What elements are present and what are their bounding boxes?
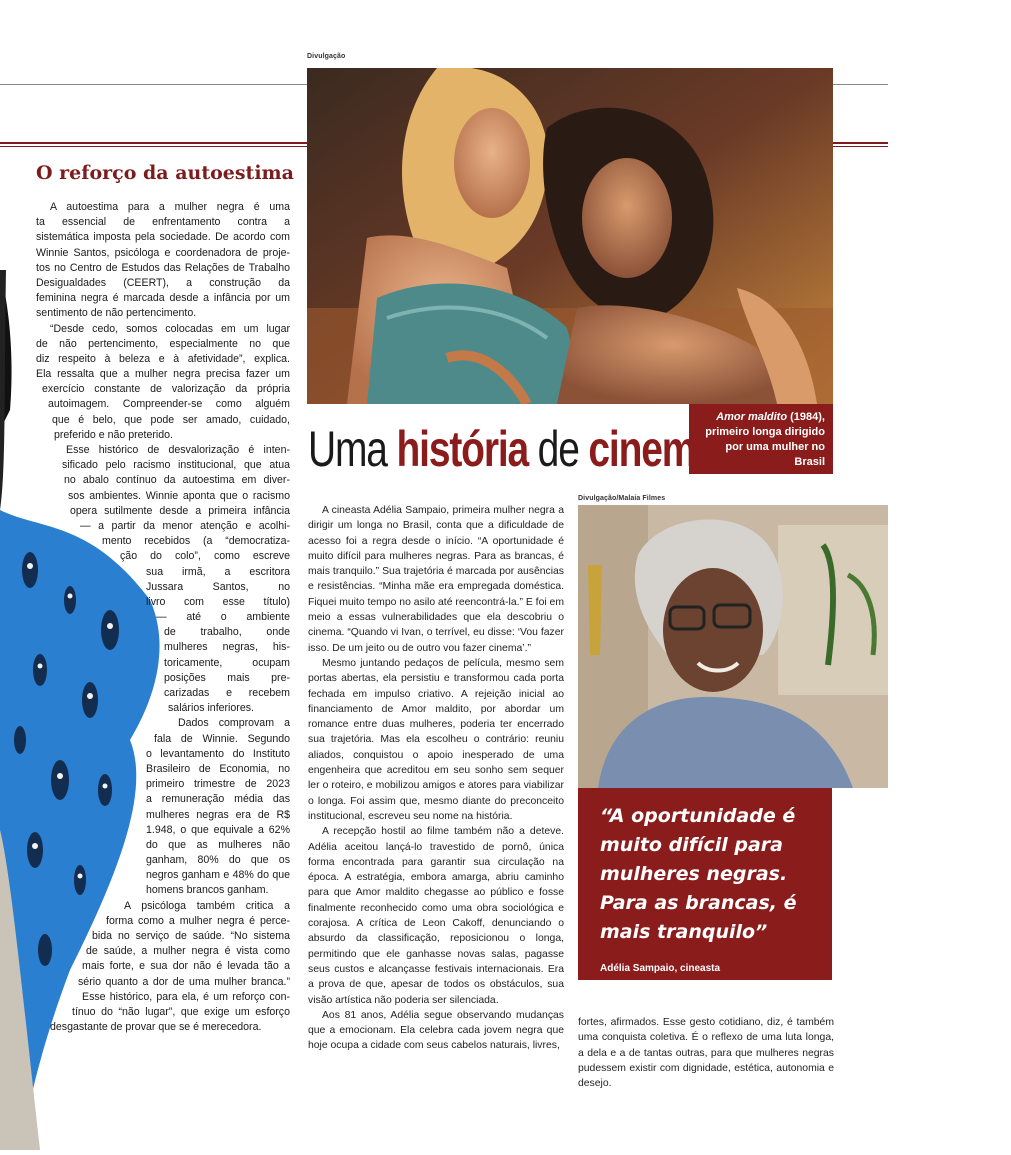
left-article-line: mulheres negras, his- xyxy=(164,641,290,654)
pull-quote-box xyxy=(578,788,832,980)
left-article-line: Ela ressalta que a mulher negra precisa fazer um xyxy=(36,368,290,381)
left-article-line: Winnie Santos, psicóloga e coordenadora de proje- xyxy=(36,246,290,259)
left-article-line: — até o ambiente xyxy=(156,611,290,624)
left-article-line: sos ambientes. Winnie aponta que o racismo xyxy=(68,489,290,502)
left-article-line: ganham, 80% do que os xyxy=(146,854,290,867)
left-article-line: sério quanto a dor de uma mulher branca.” xyxy=(78,975,290,988)
left-article-line: que é belo, que pode ser amado, cuidado, xyxy=(52,413,290,426)
headline-part-2: história xyxy=(396,421,529,477)
left-article-line: livro com esse título) xyxy=(146,595,290,608)
left-article-line: exercício constante de valorização da própria xyxy=(42,383,290,396)
left-article-line: de saúde, a mulher negra é vista como xyxy=(86,945,290,958)
left-article-line: negros ganham e 48% do que xyxy=(146,869,290,882)
portrait-photo xyxy=(578,505,888,788)
left-article-line: bida no serviço de saúde. “No sistema xyxy=(92,930,290,943)
middle-paragraph: A cineasta Adélia Sampaio, primeira mulher negra a dirigir um longa no Brasil, conta que a dificuldade de acesso foi a regra desde o início. “A oportunidade é muito difícil para mulheres negras. Para as brancas, é mais tranquilo.” Sua trajetória é marcada por ausências e resistências. “Minha mãe era empregada doméstica. Fiquei muito tempo no asilo até reencontrá-la.” E foi em meio a essas vulnerabilidades que ela descobriu o cinema. “Quando vi Ivan, o terrível, eu disse: ‘Vou fazer isso. De um jeito ou de outro vou fazer cinema’.” xyxy=(308,505,564,654)
left-article-line: o levantamento do Instituto xyxy=(146,747,290,760)
left-article-line: Desigualdades (CEERT), a construção da xyxy=(36,276,290,289)
headline-part-1: Uma xyxy=(308,421,397,477)
left-article-line: toricamente, ocupam xyxy=(164,656,290,669)
left-article-line: Brasileiro de Economia, no xyxy=(146,762,290,775)
left-article-line: preferido e não preterido. xyxy=(54,428,173,441)
caption-text: (1984), primeiro longa dirigido por uma mulher no Brasil xyxy=(705,411,825,468)
left-article-line: — a partir da menor atenção e acolhi- xyxy=(80,519,290,532)
left-article-body xyxy=(36,200,290,1035)
middle-paragraph: A recepção hostil ao filme também não a deteve. Adélia aceitou lançá-lo travestido de pornô, única forma encontrada para garantir sua circulação na época. A estratégia, embora amarga, abriu caminho para que Amor maldito chegasse ao público e fosse finalmente reconhecido como uma obra sociológica e corajosa. A crítica de Leon Cakoff, denunciando o absurdo da classificação, reposicionou o longa, permitindo que ele ganhasse novas salas, pagasse seus custos e alcançasse festivais internacionais. Era a prova de que, apesar de todos os obstáculos, sua visão artística não poderia ser silenciada. xyxy=(308,826,564,1006)
headline-part-4: cinema xyxy=(588,421,716,477)
right-article-body xyxy=(578,1015,834,1091)
film-still-photo xyxy=(307,68,833,404)
left-article-line: mulheres negras era de R$ xyxy=(146,808,290,821)
left-article-line: desgastante de provar que se é merecedora. xyxy=(50,1021,262,1034)
left-article-line: fala de Winnie. Segundo xyxy=(154,732,290,745)
left-article-line: no abalo contínuo da autoestima em diver- xyxy=(64,474,290,487)
left-article-line: sentimento de não pertencimento. xyxy=(36,307,197,320)
pull-quote-text: “A oportunidade é muito difícil para mulheres negras. Para as brancas, é mais tranquilo” xyxy=(600,805,797,943)
left-article-line: 1.948, o que equivale a 62% xyxy=(146,823,290,836)
headline-part-3: de xyxy=(528,421,589,477)
left-subhead: O reforço da autoestima xyxy=(36,162,294,184)
left-article-line: tínuo do “não lugar”, que exige um esforço xyxy=(72,1006,290,1018)
caption-film-title: Amor maldito xyxy=(716,411,788,423)
left-article-line: Esse histórico, para ela, é um reforço con- xyxy=(82,990,290,1003)
left-article-line: A psicóloga também critica a xyxy=(124,899,290,912)
left-article-line: forma como a mulher negra é perce- xyxy=(106,914,290,927)
left-article-line: opera sutilmente desde a primeira infância xyxy=(70,504,290,517)
left-article-line: sua irmã, a escritora xyxy=(146,565,290,578)
middle-article-body xyxy=(308,503,564,1054)
left-article-line: Esse histórico de desvalorização é inten- xyxy=(66,444,290,457)
middle-paragraph: Aos 81 anos, Adélia segue observando mudanças que a emocionam. Ela celebra cada jovem negra que hoje ocupa a cidade com seus cabelos naturais, livres, xyxy=(308,1009,564,1052)
left-article-line: homens brancos ganham. xyxy=(146,884,269,897)
left-article-line: a remuneração média das xyxy=(146,793,290,806)
left-article-line: ção do colo”, como escreve xyxy=(120,550,290,563)
left-article-line: Dados comprovam a xyxy=(178,717,290,730)
left-article-line: carizadas e recebem xyxy=(164,687,290,700)
left-article-line: mento recebidos (a “democratiza- xyxy=(102,535,290,548)
left-article-line: tos no Centro de Estudos das Relações de Trabalho xyxy=(36,261,290,274)
left-article-line: ta essencial de enfrentamento contra a xyxy=(36,216,290,229)
left-article-line: do que as mulheres não xyxy=(146,838,290,851)
left-article-line: Jussara Santos, no xyxy=(146,580,290,593)
left-article-line: de não pertencimento, especialmente no que xyxy=(36,337,290,350)
headline xyxy=(308,422,716,476)
left-article-line: sificado pelo racismo institucional, que atua xyxy=(62,459,290,472)
left-article-line: mais forte, e sua dor não é levada tão a xyxy=(82,960,290,973)
left-article-line: diz respeito à beleza e à afetividade”, explica. xyxy=(36,352,290,365)
left-article-line: “Desde cedo, somos colocadas em um lugar xyxy=(50,322,290,335)
left-article-line: sistemática imposta pela sociedade. De acordo com xyxy=(36,231,290,244)
left-article-line: primeiro trimestre de 2023 xyxy=(146,778,290,791)
photo-credit-top: Divulgação xyxy=(307,53,346,60)
pull-quote-attribution: Adélia Sampaio, cineasta xyxy=(600,963,721,974)
left-article-line: autoimagem. Compreender-se como alguém xyxy=(48,398,290,411)
middle-paragraph: Mesmo juntando pedaços de película, mesmo sem portas abertas, ela persistiu e transformou cada porta fechada em impulso criativo. A rejeição inicial ao financiamento de Amor maldito, por abordar um romance entre duas mulheres, poderia ter encerrado sua trajetória. Mas ela escolheu o contrário: reuniu aliados, conquistou o apoio inesperado de uma engenheira que acreditou em seu sonho sem sequer ler o roteiro, e mobilizou amigos e atores para viabilizar o longa. Foi assim que, mesmo diante do preconceito institucional, escreveu seu nome na história. xyxy=(308,657,564,822)
right-paragraph: fortes, afirmados. Esse gesto cotidiano, diz, é também uma conquista coletiva. É o reflexo de uma luta longa, a dela e a de tantas outras, para que mulheres negras pudessem existir com dignidade, estética, autonomia e desejo. xyxy=(578,1017,834,1090)
left-article-line: A autoestima para a mulher negra é uma xyxy=(50,201,290,213)
left-article-line: posições mais pre- xyxy=(164,671,290,684)
left-article-line: salários inferiores. xyxy=(168,702,254,715)
photo-credit-portrait: Divulgação/Malaia Filmes xyxy=(578,495,666,502)
left-article-line: de trabalho, onde xyxy=(164,626,290,639)
left-article-line: feminina negra é marcada desde a infância por um xyxy=(36,292,290,305)
